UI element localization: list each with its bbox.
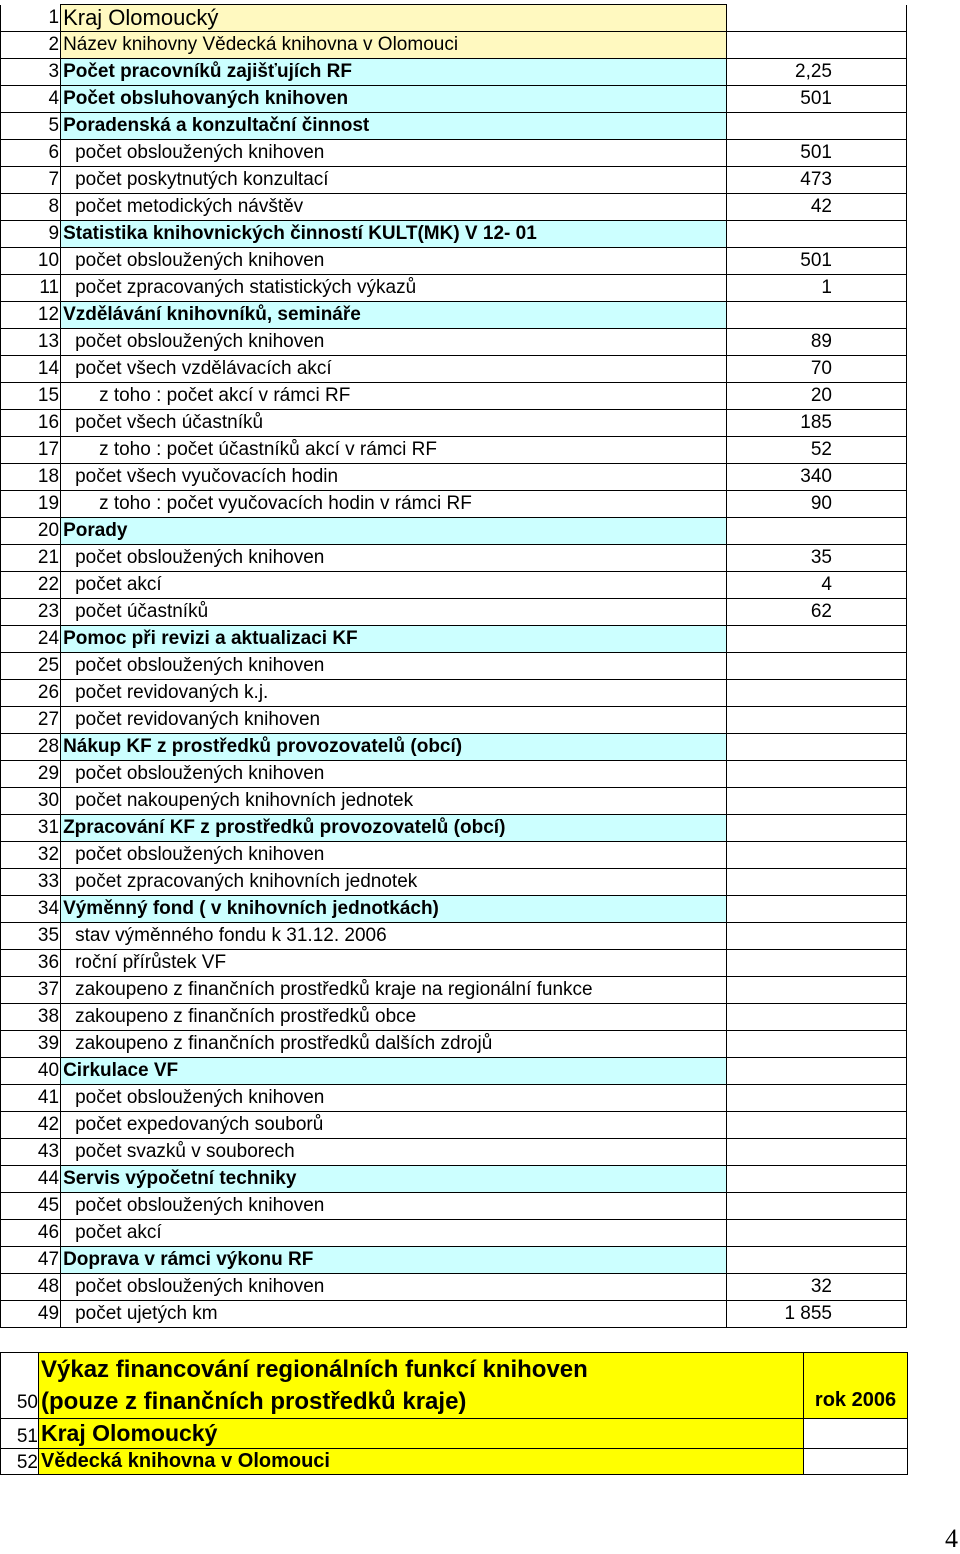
table-row <box>1 1419 908 1449</box>
row-number: 23 <box>1 599 61 626</box>
table-row <box>1 410 907 437</box>
row-value: 89 <box>726 329 906 356</box>
row-label <box>61 491 727 518</box>
row-number: 4 <box>1 86 61 113</box>
row-value <box>726 518 906 545</box>
row-number: 41 <box>1 1085 61 1112</box>
row-number: 49 <box>1 1301 61 1328</box>
row-label <box>61 653 727 680</box>
row-value: 501 <box>726 86 906 113</box>
row-number: 35 <box>1 923 61 950</box>
row-number: 6 <box>1 140 61 167</box>
row-value <box>726 950 906 977</box>
row-label <box>61 842 727 869</box>
table-row <box>1 761 907 788</box>
row-number: 1 <box>1 5 61 32</box>
row-value <box>726 707 906 734</box>
row-label-text: počet akcí <box>75 574 162 595</box>
row-label-text: Kraj Olomoucký <box>63 5 219 30</box>
row-label <box>61 221 727 248</box>
row-label-text: Zpracování KF z prostředků provozovatelů (obcí) <box>63 817 506 838</box>
region-name: Kraj Olomoucký <box>39 1419 804 1449</box>
row-value: 42 <box>726 194 906 221</box>
row-value <box>726 842 906 869</box>
table-row <box>1 977 907 1004</box>
row-label <box>61 1193 727 1220</box>
row-label <box>61 1247 727 1274</box>
row-value <box>726 5 906 32</box>
row-number: 21 <box>1 545 61 572</box>
row-label <box>61 194 727 221</box>
row-value <box>726 1058 906 1085</box>
row-value <box>726 113 906 140</box>
table-row <box>1 788 907 815</box>
row-value <box>726 680 906 707</box>
row-number: 31 <box>1 815 61 842</box>
row-label-text: počet svazků v souborech <box>75 1141 295 1162</box>
row-label <box>61 1058 727 1085</box>
table-row <box>1 1139 907 1166</box>
row-label-text: roční přírůstek VF <box>75 952 227 973</box>
table-row <box>1 464 907 491</box>
row-number: 10 <box>1 248 61 275</box>
row-number: 39 <box>1 1031 61 1058</box>
row-label-text: počet obsloužených knihoven <box>75 655 325 676</box>
row-label-text: Statistika knihovnických činností KULT(MK) V 12- 01 <box>63 223 537 244</box>
row-number: 18 <box>1 464 61 491</box>
table-row <box>1 113 907 140</box>
row-label-text: počet obsloužených knihoven <box>75 1087 325 1108</box>
row-label-text: počet obsloužených knihoven <box>75 1276 325 1297</box>
table-row <box>1 842 907 869</box>
row-number: 12 <box>1 302 61 329</box>
row-number: 50 <box>1 1353 39 1419</box>
row-value <box>726 815 906 842</box>
table-row <box>1 896 907 923</box>
row-number: 5 <box>1 113 61 140</box>
row-label <box>61 761 727 788</box>
row-number: 33 <box>1 869 61 896</box>
row-value: 473 <box>726 167 906 194</box>
table-row <box>1 356 907 383</box>
row-label <box>61 5 727 32</box>
row-label-text: počet obsloužených knihoven <box>75 250 325 271</box>
row-number: 51 <box>1 1419 39 1449</box>
row-label-text: Porady <box>63 520 128 541</box>
row-label-text: Výměnný fond ( v knihovních jednotkách) <box>63 898 439 919</box>
row-label-text: Poradenská a konzultační činnost <box>63 115 370 136</box>
table-row <box>1 248 907 275</box>
row-number: 17 <box>1 437 61 464</box>
row-label-text: Vzdělávání knihovníků, semináře <box>63 304 361 325</box>
row-number: 40 <box>1 1058 61 1085</box>
row-label <box>61 599 727 626</box>
table-row <box>1 572 907 599</box>
table-row <box>1 869 907 896</box>
row-label-text: počet všech vyučovacích hodin <box>75 466 339 487</box>
row-label <box>61 464 727 491</box>
financing-table <box>0 1352 908 1475</box>
table-row <box>1 491 907 518</box>
row-label <box>61 32 727 59</box>
empty-cell <box>804 1449 908 1475</box>
row-label-text: počet zpracovaných knihovních jednotek <box>75 871 418 892</box>
row-value <box>726 1166 906 1193</box>
row-value <box>726 302 906 329</box>
row-label-text: z toho : počet vyučovacích hodin v rámci RF <box>99 493 472 514</box>
row-label <box>61 275 727 302</box>
table-row <box>1 707 907 734</box>
row-value: 185 <box>726 410 906 437</box>
row-label-text: počet nakoupených knihovních jednotek <box>75 790 414 811</box>
row-label-text: zakoupeno z finančních prostředků kraje na regionální funkce <box>75 979 593 1000</box>
row-label-text: počet revidovaných k.j. <box>75 682 269 703</box>
row-label-text: Doprava v rámci výkonu RF <box>63 1249 314 1270</box>
table-row <box>1 221 907 248</box>
row-value <box>726 761 906 788</box>
table-row <box>1 59 907 86</box>
row-label-text: z toho : počet akcí v rámci RF <box>99 385 351 406</box>
row-value: 32 <box>726 1274 906 1301</box>
row-number: 36 <box>1 950 61 977</box>
table-row <box>1 1247 907 1274</box>
row-number: 48 <box>1 1274 61 1301</box>
row-number: 32 <box>1 842 61 869</box>
row-value <box>726 1112 906 1139</box>
row-number: 20 <box>1 518 61 545</box>
row-value: 90 <box>726 491 906 518</box>
empty-cell <box>804 1419 908 1449</box>
row-value: 340 <box>726 464 906 491</box>
row-label <box>61 86 727 113</box>
row-value <box>726 896 906 923</box>
row-label <box>61 1166 727 1193</box>
row-value: 1 <box>726 275 906 302</box>
row-label <box>61 329 727 356</box>
row-value <box>726 1031 906 1058</box>
financing-title <box>39 1353 804 1419</box>
table-row <box>1 1058 907 1085</box>
row-label-text: počet účastníků <box>75 601 209 622</box>
row-label <box>61 302 727 329</box>
row-label-text: počet revidovaných knihoven <box>75 709 321 730</box>
table-row <box>1 437 907 464</box>
row-label <box>61 923 727 950</box>
row-number: 3 <box>1 59 61 86</box>
row-label <box>61 167 727 194</box>
row-label-text: Počet pracovníků zajišťujích RF <box>63 61 352 82</box>
row-value: 20 <box>726 383 906 410</box>
row-number: 46 <box>1 1220 61 1247</box>
row-label <box>61 1085 727 1112</box>
row-label-text: Pomoc při revizi a aktualizaci KF <box>63 628 358 649</box>
row-number: 47 <box>1 1247 61 1274</box>
row-label <box>61 1220 727 1247</box>
table-row <box>1 194 907 221</box>
table-row <box>1 923 907 950</box>
table-row <box>1 1274 907 1301</box>
row-value: 62 <box>726 599 906 626</box>
table-row <box>1 140 907 167</box>
row-label <box>61 896 727 923</box>
row-label-text: počet expedovaných souborů <box>75 1114 324 1135</box>
table-row <box>1 1193 907 1220</box>
row-label-text: počet obsloužených knihoven <box>75 763 325 784</box>
row-number: 9 <box>1 221 61 248</box>
row-label-text: počet akcí <box>75 1222 162 1243</box>
row-value <box>726 1085 906 1112</box>
row-number: 42 <box>1 1112 61 1139</box>
row-number: 45 <box>1 1193 61 1220</box>
row-number: 8 <box>1 194 61 221</box>
row-number: 16 <box>1 410 61 437</box>
row-number: 7 <box>1 167 61 194</box>
table-row <box>1 1220 907 1247</box>
table-row <box>1 383 907 410</box>
table-row <box>1 1112 907 1139</box>
row-value: 501 <box>726 248 906 275</box>
row-label-text: počet obsloužených knihoven <box>75 547 325 568</box>
table-row <box>1 1449 908 1475</box>
table-row <box>1 1085 907 1112</box>
row-label-text: Počet obsluhovaných knihoven <box>63 88 349 109</box>
row-value <box>726 1139 906 1166</box>
report-year: rok 2006 <box>804 1353 908 1419</box>
row-label <box>61 1112 727 1139</box>
row-label-text: zakoupeno z finančních prostředků obce <box>75 1006 417 1027</box>
table-row <box>1 1166 907 1193</box>
row-number: 29 <box>1 761 61 788</box>
table-row <box>1 518 907 545</box>
row-label-text: Servis výpočetní techniky <box>63 1168 297 1189</box>
table-row <box>1 86 907 113</box>
row-value <box>726 788 906 815</box>
row-number: 26 <box>1 680 61 707</box>
row-label <box>61 437 727 464</box>
row-number: 24 <box>1 626 61 653</box>
row-value: 4 <box>726 572 906 599</box>
row-label <box>61 545 727 572</box>
table-row <box>1 1301 907 1328</box>
row-value: 70 <box>726 356 906 383</box>
row-number: 37 <box>1 977 61 1004</box>
table-row <box>1 329 907 356</box>
table-row <box>1 545 907 572</box>
row-label <box>61 356 727 383</box>
row-label-text: počet obsloužených knihoven <box>75 142 325 163</box>
table-row <box>1 1353 908 1419</box>
row-label-text: počet poskytnutých konzultací <box>75 169 329 190</box>
row-label <box>61 410 727 437</box>
row-label <box>61 680 727 707</box>
row-number: 15 <box>1 383 61 410</box>
table-row <box>1 5 907 32</box>
row-label-text: počet všech účastníků <box>75 412 264 433</box>
table-row <box>1 653 907 680</box>
row-number: 27 <box>1 707 61 734</box>
row-label <box>61 113 727 140</box>
row-label <box>61 734 727 761</box>
row-value <box>726 923 906 950</box>
row-number: 44 <box>1 1166 61 1193</box>
row-label <box>61 977 727 1004</box>
row-number: 30 <box>1 788 61 815</box>
row-label <box>61 1004 727 1031</box>
row-value <box>726 221 906 248</box>
row-label <box>61 1301 727 1328</box>
row-label-text: počet obsloužených knihoven <box>75 844 325 865</box>
row-value: 501 <box>726 140 906 167</box>
row-label <box>61 59 727 86</box>
row-label <box>61 140 727 167</box>
table-row <box>1 275 907 302</box>
row-label <box>61 707 727 734</box>
row-value: 35 <box>726 545 906 572</box>
financing-title-line2: (pouze z finančních prostředků kraje) <box>41 1387 467 1415</box>
row-value: 52 <box>726 437 906 464</box>
row-number: 34 <box>1 896 61 923</box>
row-label <box>61 869 727 896</box>
row-label-text: zakoupeno z finančních prostředků dalších zdrojů <box>75 1033 493 1054</box>
table-row <box>1 302 907 329</box>
row-value <box>726 32 906 59</box>
row-number: 11 <box>1 275 61 302</box>
row-label-text: počet metodických návštěv <box>75 196 304 217</box>
row-label <box>61 1139 727 1166</box>
row-label-text: Nákup KF z prostředků provozovatelů (obcí) <box>63 736 463 757</box>
row-number: 52 <box>1 1449 39 1475</box>
row-value <box>726 1220 906 1247</box>
row-value <box>726 869 906 896</box>
row-label-text: počet obsloužených knihoven <box>75 331 325 352</box>
row-value <box>726 1004 906 1031</box>
row-label-text: počet ujetých km <box>75 1303 218 1324</box>
row-value <box>726 1247 906 1274</box>
financing-title-line1: Výkaz financování regionálních funkcí knihoven <box>41 1355 588 1383</box>
statistics-table-body <box>1 5 907 1328</box>
table-row <box>1 1004 907 1031</box>
row-label-text: Cirkulace VF <box>63 1060 179 1081</box>
row-number: 13 <box>1 329 61 356</box>
row-value: 2,25 <box>726 59 906 86</box>
row-number: 38 <box>1 1004 61 1031</box>
library-name: Vědecká knihovna v Olomouci <box>39 1449 804 1475</box>
row-label <box>61 950 727 977</box>
row-value <box>726 653 906 680</box>
row-value <box>726 977 906 1004</box>
row-label-text: počet zpracovaných statistických výkazů <box>75 277 417 298</box>
statistics-table <box>0 4 907 1328</box>
table-row <box>1 167 907 194</box>
row-value <box>726 1193 906 1220</box>
row-value <box>726 626 906 653</box>
table-row <box>1 599 907 626</box>
page-number: 4 <box>945 1524 958 1553</box>
row-number: 2 <box>1 32 61 59</box>
row-label <box>61 1274 727 1301</box>
row-number: 22 <box>1 572 61 599</box>
table-row <box>1 626 907 653</box>
row-label <box>61 383 727 410</box>
row-value <box>726 734 906 761</box>
row-label <box>61 1031 727 1058</box>
row-label-text: počet obsloužených knihoven <box>75 1195 325 1216</box>
row-number: 19 <box>1 491 61 518</box>
row-label-text: počet všech vzdělávacích akcí <box>75 358 332 379</box>
row-label <box>61 815 727 842</box>
row-number: 43 <box>1 1139 61 1166</box>
table-row <box>1 950 907 977</box>
row-label-text: Název knihovny Vědecká knihovna v Olomouci <box>63 34 459 55</box>
table-row <box>1 815 907 842</box>
row-number: 14 <box>1 356 61 383</box>
row-number: 25 <box>1 653 61 680</box>
table-row <box>1 32 907 59</box>
row-label <box>61 626 727 653</box>
table-row <box>1 734 907 761</box>
row-label <box>61 518 727 545</box>
row-label <box>61 248 727 275</box>
row-label <box>61 788 727 815</box>
row-number: 28 <box>1 734 61 761</box>
row-label-text: stav výměnného fondu k 31.12. 2006 <box>75 925 387 946</box>
row-label-text: z toho : počet účastníků akcí v rámci RF <box>99 439 437 460</box>
row-label <box>61 572 727 599</box>
table-row <box>1 680 907 707</box>
row-value: 1 855 <box>726 1301 906 1328</box>
table-row <box>1 1031 907 1058</box>
